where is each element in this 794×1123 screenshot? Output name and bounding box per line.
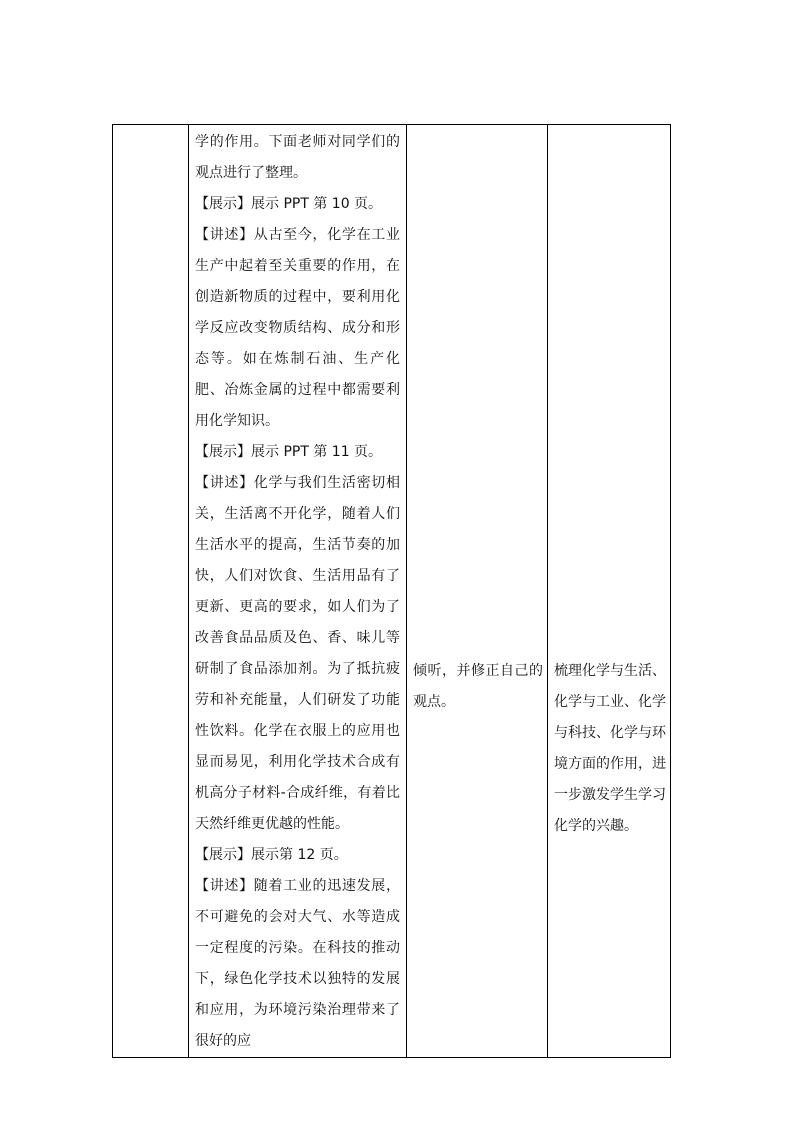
student-activity-text: 倾听，并修正自己的观点。 [413, 663, 543, 710]
table-row [113, 125, 671, 1058]
teacher-paragraph-5: 【讲述】化学与我们生活密切相关，生活离不开化学，随着人们生活水平的提高，生活节奏的加快，人们对饮食、生活用品有了更新、更高的要求，如人们为了改善食品品质及色、香、味儿等研制了食品添加剂。为了抵抗疲劳和补充能量，人们研发了功能性饮料。化学在衣服上的应用也显而易见，利用化学技术合成有机高分子材料-合成纤维，有着比天然纤维更优越的性能。 [195, 475, 400, 832]
teacher-paragraph-7: 【讲述】随着工业的迅速发展，不可避免的会对大气、水等造成一定程度的污染。在科技的推动下，绿色化学技术以独特的发展和应用，为环境污染治理带来了很好的应 [195, 878, 400, 1049]
design-intent-cell [548, 125, 671, 1058]
teacher-paragraph-4: 【展示】展示 PPT 第 11 页。 [195, 444, 383, 460]
stage-cell-content [113, 125, 188, 1057]
student-activity-cell [407, 125, 548, 1058]
teacher-paragraph-1: 学的作用。下面老师对同学们的观点进行了整理。 [195, 134, 400, 181]
teacher-paragraph-6: 【展示】展示第 12 页。 [195, 847, 348, 863]
teacher-paragraph-2: 【展示】展示 PPT 第 10 页。 [195, 196, 383, 212]
lesson-plan-table [112, 124, 671, 1058]
stage-cell [113, 125, 189, 1058]
teacher-activity-text [189, 125, 406, 1057]
teacher-activity-cell [189, 125, 407, 1058]
teacher-paragraph-3: 【讲述】从古至今，化学在工业生产中起着至关重要的作用，在创造新物质的过程中，要利用化学反应改变物质结构、成分和形态等。如在炼制石油、生产化肥、冶炼金属的过程中都需要利用化学知识。 [195, 227, 400, 429]
design-intent-text: 梳理化学与生活、化学与工业、化学与科技、化学与环境方面的作用，进一步激发学生学习化学的兴趣。 [554, 663, 666, 834]
